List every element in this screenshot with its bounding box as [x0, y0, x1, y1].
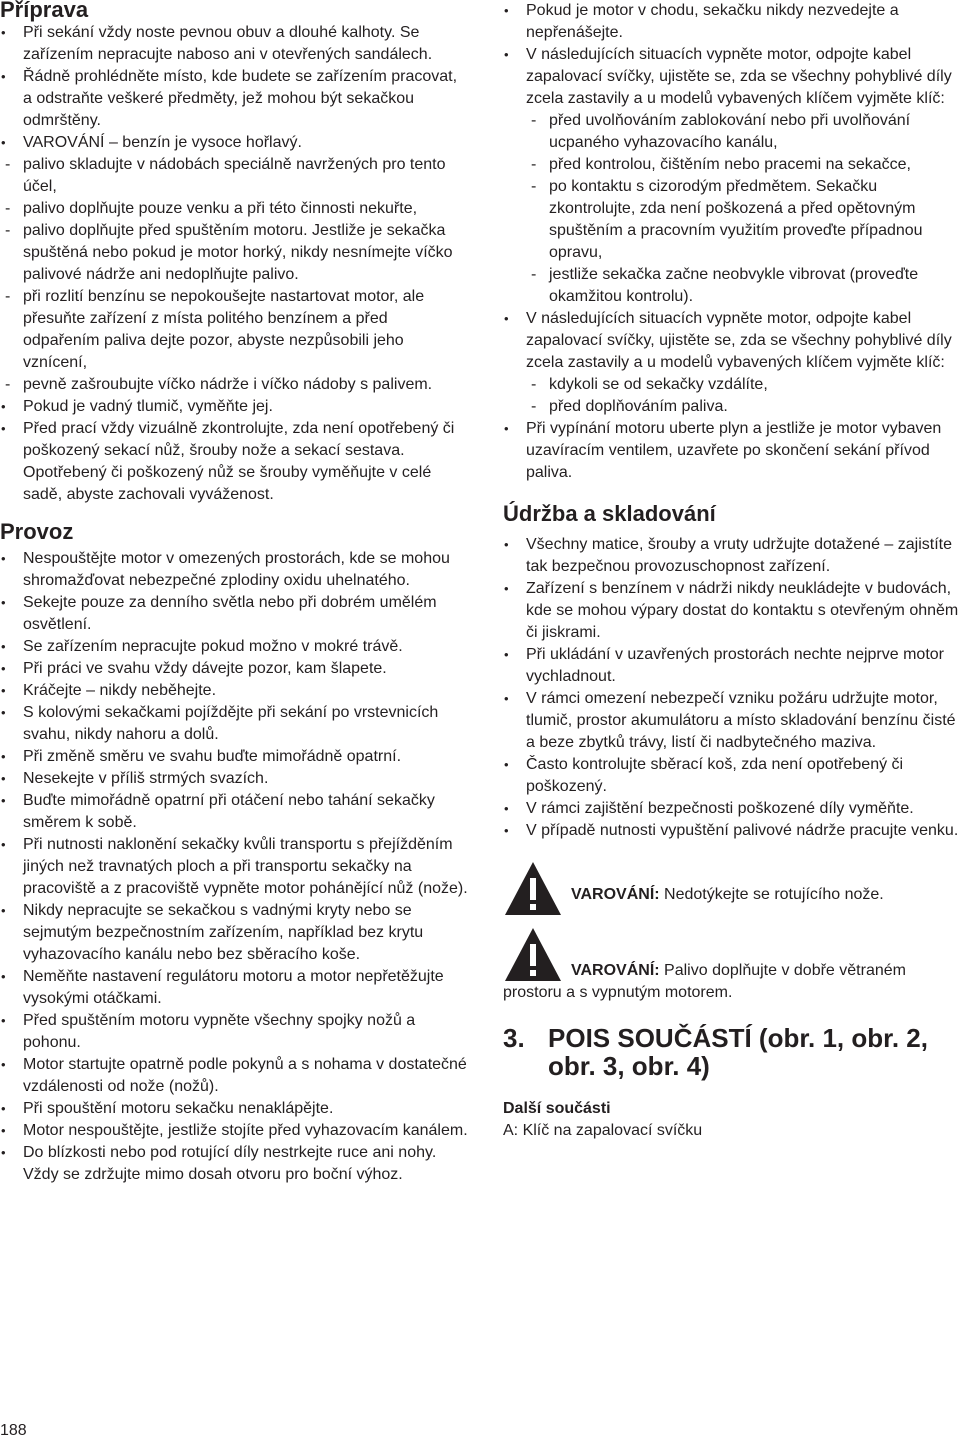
list-item-text: • V následujících situacích vypněte motor, odpojte kabel zapalovací svíčky, ujistěte se, zda se všechny pohyblivé díly zcela zastavily a u modelů vybavených klíčem vyjměte klíč: — [526, 46, 952, 107]
provoz-list-continued — [503, 0, 960, 484]
fuel-warning-text: • VAROVÁNÍ – benzín je vysoce hořlavý. — [23, 134, 302, 151]
warning-block-blade — [503, 860, 960, 926]
chapter-heading — [503, 1024, 960, 1080]
section-title-priprava: Příprava — [0, 0, 89, 22]
warning-text — [503, 926, 960, 982]
sub-list-item: - palivo skladujte v nádobách speciálně navržených pro tento účel, — [0, 154, 468, 198]
list-item: • S kolovými sekačkami pojíždějte při sekání po vrstevnicích svahu, nikdy nahoru a dolů. — [0, 702, 468, 746]
warning-triangle-icon — [503, 860, 563, 918]
list-item: • Pokud je motor v chodu, sekačku nikdy nezvedejte a nepřenášejte. — [503, 0, 960, 44]
list-item: • Kráčejte – nikdy neběhejte. — [0, 680, 468, 702]
warning-message: Palivo doplňujte v dobře větraném — [664, 962, 906, 979]
sub-list-item: - jestliže sekačka začne neobvykle vibrovat (proveďte okamžitou kontrolu). — [526, 264, 960, 308]
right-column — [503, 0, 960, 1142]
warning-label: VAROVÁNÍ: — [571, 886, 660, 903]
list-item: • Do blízkosti nebo pod rotující díly nestrkejte ruce ani nohy. Vždy se zdržujte mimo dosah otvoru pro boční výhoz. — [0, 1142, 468, 1186]
sub-list-item: - před doplňováním paliva. — [526, 396, 960, 418]
list-item: • Zařízení s benzínem v nádrži nikdy neukládejte v budovách, kde se mohou výpary dostat do kontaktu s otevřeným ohněm či jiskrami. — [503, 578, 960, 644]
list-item: • Pokud je vadný tlumič, vyměňte jej. — [0, 396, 468, 418]
list-item: • Buďte mimořádně opatrní při otáčení nebo tahání sekačky směrem k sobě. — [0, 790, 468, 834]
section-title-udrzba: Údržba a skladování — [503, 501, 716, 526]
list-item: • Motor startujte opatrně podle pokynů a s nohama v dostatečné vzdálenosti od nože (nožů). — [0, 1054, 468, 1098]
list-item: • Motor nespouštějte, jestliže stojíte před vyhazovacím kanálem. — [0, 1120, 468, 1142]
priprava-list — [0, 22, 468, 506]
list-item — [503, 308, 960, 418]
list-item — [0, 132, 468, 396]
list-item: • V rámci omezení nebezpečí vzniku požáru udržujte motor, tlumič, prostor akumulátoru a místo skladování benzínu čisté a beze zbytků trávy, listí či nadbytečného maziva. — [503, 688, 960, 754]
fuel-sub-list — [0, 154, 468, 396]
left-column — [0, 0, 468, 1186]
list-item: • Nespouštějte motor v omezených prostorách, kde se mohou shromažďovat nebezpečné zplodiny oxidu uhelnatého. — [0, 548, 468, 592]
chapter-number: 3. — [503, 1023, 525, 1053]
page-number: 188 — [0, 1422, 27, 1439]
list-item: • Při nutnosti naklonění sekačky kvůli transportu s přejížděním jiných než travnatých ploch a při transportu sekačky na pracoviště a z pracoviště vypněte motor pohánějící nůž (nože). — [0, 834, 468, 900]
list-item: • Často kontrolujte sběrací koš, zda není opotřebený či poškozený. — [503, 754, 960, 798]
list-item: • Neměňte nastavení regulátoru motoru a motor nepřetěžujte vysokými otáčkami. — [0, 966, 468, 1010]
sub-list-item: - před kontrolou, čištěním nebo pracemi na sekačce, — [526, 154, 960, 176]
list-item — [503, 44, 960, 308]
warning-label: VAROVÁNÍ: — [571, 962, 660, 979]
list-item: • Nikdy nepracujte se sekačkou s vadnými kryty nebo se sejmutým bezpečnostním zařízením, například bez krytu vyhazovacího kanálu nebo bez sběracího koše. — [0, 900, 468, 966]
sub-list-item: - pevně zašroubujte víčko nádrže i víčko nádoby s palivem. — [0, 374, 468, 396]
list-item: • Při sekání vždy noste pevnou obuv a dlouhé kalhoty. Se zařízením nepracujte naboso ani v otevřených sandálech. — [0, 22, 468, 66]
sub-list-item: - před uvolňováním zablokování nebo při uvolňování ucpaného vyhazovacího kanálu, — [526, 110, 960, 154]
udrzba-list — [503, 534, 960, 842]
list-item: • Sekejte pouze za denního světla nebo při dobrém umělém osvětlení. — [0, 592, 468, 636]
list-item: • Před prací vždy vizuálně zkontrolujte, zda není opotřebený či poškozený sekací nůž, šrouby nože a sekací sestava. Opotřebený či poškozený nůž se šrouby vyměňujte v celé sadě, abyste zachovali vyváženost. — [0, 418, 468, 506]
list-item: • Při ukládání v uzavřených prostorách nechte nejprve motor vychladnout. — [503, 644, 960, 688]
warning-block-fuel — [503, 926, 960, 1004]
list-item: • Při práci ve svahu vždy dávejte pozor, kam šlapete. — [0, 658, 468, 680]
section-title-provoz: Provoz — [0, 519, 74, 544]
sub-list-item: - palivo doplňujte před spuštěním motoru. Jestliže je sekačka spuštěná nebo pokud je motor horký, nikdy nesnímejte víčko palivové nádrže ani nedoplňujte palivo. — [0, 220, 468, 286]
sub-list-item: - při rozlití benzínu se nepokoušejte nastartovat motor, ale přesuňte zařízení z místa politého benzínem a před odpařením paliva dejte pozor, abyste nezpůsobili jeho vznícení, — [0, 286, 468, 374]
provoz-list — [0, 548, 468, 1186]
extra-parts-title: Další součásti — [503, 1100, 611, 1117]
stop-engine-sub-list — [526, 110, 960, 308]
list-item: • Se zařízením nepracujte pokud možno v mokré trávě. — [0, 636, 468, 658]
sub-list-item: - po kontaktu s cizorodým předmětem. Sekačku zkontrolujte, zda není poškozená a před opětovným spuštěním a pracovním využitím proveďte případnou opravu, — [526, 176, 960, 264]
sub-list-item: - palivo doplňujte pouze venku a při této činnosti nekuřte, — [0, 198, 468, 220]
warning-message: Nedotýkejte se rotujícího nože. — [664, 886, 884, 903]
list-item: • Při vypínání motoru uberte plyn a jestliže je motor vybaven uzavíracím ventilem, uzavřete po skončení sekání přívod paliva. — [503, 418, 960, 484]
list-item: • Nesekejte v příliš strmých svazích. — [0, 768, 468, 790]
list-item: • Před spuštěním motoru vypněte všechny spojky nožů a pohonu. — [0, 1010, 468, 1054]
list-item: • Řádně prohlédněte místo, kde budete se zařízením pracovat, a odstraňte veškeré předměty, jež mohou být sekačkou odmrštěny. — [0, 66, 468, 132]
list-item: • Při spouštění motoru sekačku nenaklápějte. — [0, 1098, 468, 1120]
list-item: • Všechny matice, šrouby a vruty udržujte dotažené – zajistíte tak bezpečnou provozuschopnost zařízení. — [503, 534, 960, 578]
sub-list-item: - kdykoli se od sekačky vzdálíte, — [526, 374, 960, 396]
warning-triangle-icon — [503, 926, 563, 984]
extra-parts-item: A: Klíč na zapalovací svíčku — [503, 1122, 703, 1139]
list-item: • V rámci zajištění bezpečnosti poškozené díly vyměňte. — [503, 798, 960, 820]
warning-text — [571, 884, 884, 906]
warning-text-continued: prostoru a s vypnutým motorem. — [503, 984, 733, 1001]
list-item-text: • V následujících situacích vypněte motor, odpojte kabel zapalovací svíčky, ujistěte se, zda se všechny pohyblivé díly zcela zastavily a u modelů vybavených klíčem vyjměte klíč: — [526, 310, 952, 371]
list-item: • Při změně směru ve svahu buďte mimořádně opatrní. — [0, 746, 468, 768]
stop-engine-sub-list-2 — [526, 374, 960, 418]
chapter-title: POIS SOUČÁSTÍ (obr. 1, obr. 2, obr. 3, obr. 4) — [548, 1023, 928, 1081]
list-item: • V případě nutnosti vypuštění palivové nádrže pracujte venku. — [503, 820, 960, 842]
